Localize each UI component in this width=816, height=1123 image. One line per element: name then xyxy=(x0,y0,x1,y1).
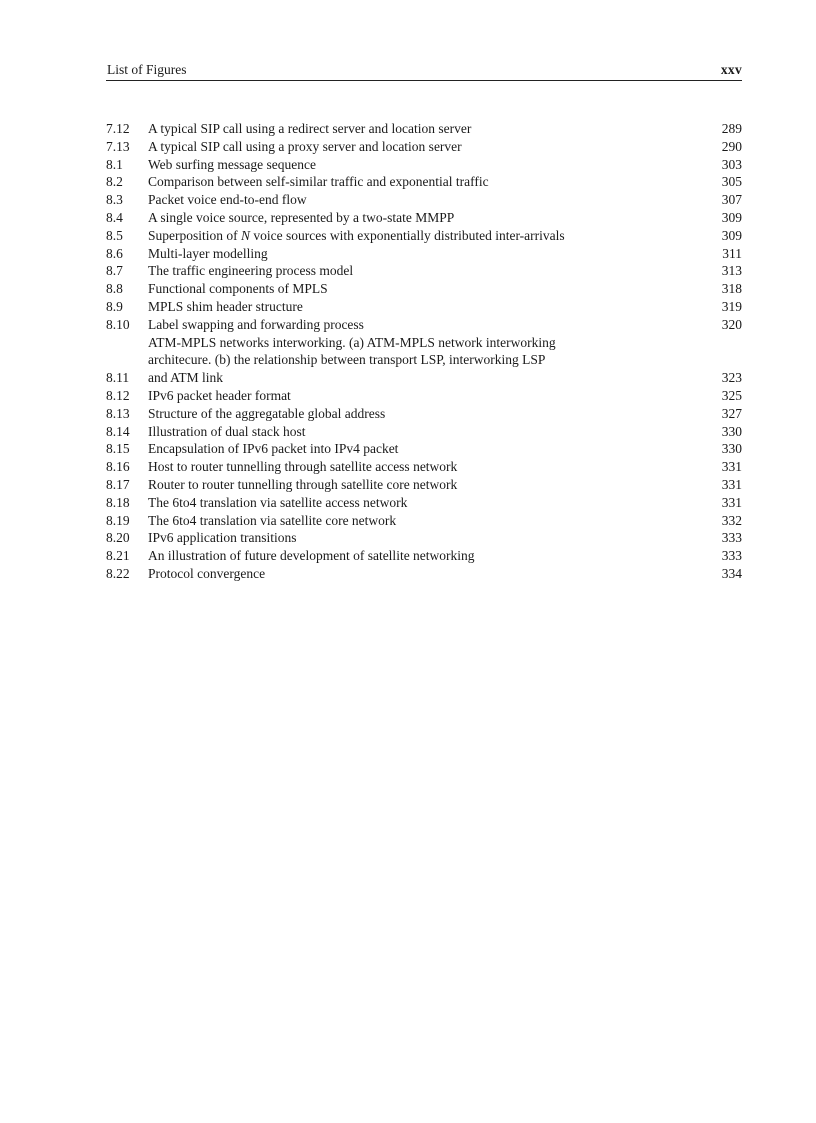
caption-line: The 6to4 translation via satellite core network xyxy=(148,512,397,528)
caption-line: Illustration of dual stack host xyxy=(148,423,306,439)
figure-caption xyxy=(148,209,682,227)
figure-caption xyxy=(148,387,682,405)
figure-number: 8.7 xyxy=(106,263,123,279)
figure-number: 8.9 xyxy=(106,298,123,314)
figure-entry[interactable] xyxy=(106,209,742,227)
figure-caption xyxy=(148,565,682,583)
figure-caption xyxy=(148,476,682,494)
figure-number: 8.8 xyxy=(106,281,123,297)
figure-number: 8.6 xyxy=(106,245,123,261)
figure-entry[interactable] xyxy=(106,423,742,441)
figure-caption xyxy=(148,512,682,530)
figure-entry[interactable] xyxy=(106,387,742,405)
figure-entry[interactable] xyxy=(106,173,742,191)
figure-entry[interactable] xyxy=(106,529,742,547)
caption-line: IPv6 application transitions xyxy=(148,530,297,546)
figure-entry[interactable] xyxy=(106,191,742,209)
figure-page-number: 319 xyxy=(721,298,742,314)
figure-entry[interactable] xyxy=(106,298,742,316)
figure-number: 8.16 xyxy=(106,459,130,475)
figure-number: 8.14 xyxy=(106,423,130,439)
figure-caption xyxy=(148,280,682,298)
figure-caption xyxy=(148,298,682,316)
figure-caption xyxy=(148,334,682,387)
figure-entry[interactable] xyxy=(106,262,742,280)
figure-entry[interactable] xyxy=(106,316,742,334)
figure-page-number: 333 xyxy=(721,548,742,564)
caption-line: Router to router tunnelling through satellite core network xyxy=(148,476,458,492)
figure-entry[interactable] xyxy=(106,120,742,138)
figure-number: 8.12 xyxy=(106,387,130,403)
figure-page-number: 331 xyxy=(721,476,742,492)
figure-caption xyxy=(148,156,682,174)
caption-text: Superposition of xyxy=(148,227,241,243)
figure-number: 8.11 xyxy=(106,370,130,386)
figure-entry[interactable] xyxy=(106,565,742,583)
figure-caption xyxy=(148,458,682,476)
figure-entry[interactable] xyxy=(106,547,742,565)
figure-number: 8.1 xyxy=(106,156,123,172)
figure-number: 8.22 xyxy=(106,565,130,581)
figure-number: 8.3 xyxy=(106,192,123,208)
figure-page-number: 289 xyxy=(721,121,742,136)
caption-line: Multi-layer modelling xyxy=(148,245,268,261)
figure-entry[interactable] xyxy=(106,334,742,387)
figure-caption xyxy=(148,138,682,156)
figure-number: 7.13 xyxy=(106,138,130,154)
figure-caption xyxy=(148,316,682,334)
caption-line: The 6to4 translation via satellite access network xyxy=(148,494,408,510)
figure-entry[interactable] xyxy=(106,138,742,156)
running-head-title: List of Figures xyxy=(107,62,187,77)
caption-italic-variable: N xyxy=(241,227,251,243)
figure-number: 8.10 xyxy=(106,316,130,332)
figure-caption xyxy=(148,494,682,512)
figure-page-number: 313 xyxy=(721,263,742,279)
figure-entry[interactable] xyxy=(106,245,742,263)
caption-line: Label swapping and forwarding process xyxy=(148,316,364,332)
figure-page-number: 323 xyxy=(721,370,742,386)
figure-page-number: 309 xyxy=(721,227,742,243)
figure-number: 8.20 xyxy=(106,530,130,546)
running-head xyxy=(106,60,742,81)
figure-page-number: 334 xyxy=(721,565,742,581)
figure-page-number: 303 xyxy=(721,156,742,172)
figure-page-number: 331 xyxy=(721,494,742,510)
figure-page-number: 311 xyxy=(722,245,742,261)
caption-line: A typical SIP call using a proxy server and location server xyxy=(148,138,462,154)
figure-caption xyxy=(148,405,682,423)
figure-page-number: 307 xyxy=(721,192,742,208)
figure-caption xyxy=(148,423,682,441)
figure-number: 8.18 xyxy=(106,494,130,510)
caption-line: and ATM link xyxy=(148,370,224,386)
figure-page-number: 309 xyxy=(721,209,742,225)
figure-entry[interactable] xyxy=(106,458,742,476)
figure-entry[interactable] xyxy=(106,280,742,298)
figure-entry[interactable] xyxy=(106,405,742,423)
figure-caption xyxy=(148,173,682,191)
figure-page-number: 330 xyxy=(721,441,742,457)
figure-number: 8.4 xyxy=(106,209,123,225)
figure-entry[interactable] xyxy=(106,512,742,530)
caption-line: architecure. (b) the relationship between transport LSP, interworking LSP xyxy=(148,352,546,368)
figure-page-number: 333 xyxy=(721,530,742,546)
figure-caption xyxy=(148,529,682,547)
figure-caption xyxy=(148,547,682,565)
figure-number: 8.15 xyxy=(106,441,130,457)
figure-caption xyxy=(148,440,682,458)
figure-caption xyxy=(148,227,682,245)
figure-entry[interactable] xyxy=(106,494,742,512)
figure-caption xyxy=(148,245,682,263)
caption-line: ATM-MPLS networks interworking. (a) ATM-MPLS network interworking xyxy=(148,334,556,350)
figure-number: 8.19 xyxy=(106,512,130,528)
figure-caption xyxy=(148,120,682,138)
caption-line: Comparison between self-similar traffic and exponential traffic xyxy=(148,174,489,190)
page-number: xxv xyxy=(720,62,742,77)
caption-line: MPLS shim header structure xyxy=(148,298,303,314)
caption-line: Protocol convergence xyxy=(148,565,266,581)
figure-list xyxy=(106,120,742,583)
figure-number: 8.5 xyxy=(106,227,123,243)
figure-caption xyxy=(148,262,682,280)
figure-page-number: 305 xyxy=(721,174,742,190)
figure-page-number: 331 xyxy=(721,459,742,475)
figure-page-number: 320 xyxy=(721,316,742,332)
figure-page-number: 330 xyxy=(721,423,742,439)
caption-text: voice sources with exponentially distributed inter-arrivals xyxy=(250,227,565,243)
caption-line: Packet voice end-to-end flow xyxy=(148,192,307,208)
figure-number: 8.2 xyxy=(106,174,123,190)
caption-line: A single voice source, represented by a two-state MMPP xyxy=(148,209,455,225)
caption-line: IPv6 packet header format xyxy=(148,387,291,403)
figure-page-number: 290 xyxy=(721,138,742,154)
caption-line: Host to router tunnelling through satellite access network xyxy=(148,459,458,475)
figure-page-number: 325 xyxy=(721,387,742,403)
caption-line: Encapsulation of IPv6 packet into IPv4 packet xyxy=(148,441,399,457)
caption-line: An illustration of future development of satellite networking xyxy=(148,548,475,564)
caption-line: The traffic engineering process model xyxy=(148,263,354,279)
figure-number: 7.12 xyxy=(106,121,130,136)
caption-line: A typical SIP call using a redirect server and location server xyxy=(148,121,472,136)
caption-line: Web surfing message sequence xyxy=(148,156,316,172)
figure-caption xyxy=(148,191,682,209)
figure-entry[interactable] xyxy=(106,156,742,174)
figure-number: 8.17 xyxy=(106,476,130,492)
caption-line: Functional components of MPLS xyxy=(148,281,328,297)
figure-number: 8.21 xyxy=(106,548,130,564)
figure-page-number: 327 xyxy=(721,405,742,421)
figure-page-number: 332 xyxy=(721,512,742,528)
caption-line: Structure of the aggregatable global address xyxy=(148,405,386,421)
figure-page-number: 318 xyxy=(721,281,742,297)
figure-number: 8.13 xyxy=(106,405,130,421)
figure-entry[interactable] xyxy=(106,476,742,494)
figure-entry[interactable] xyxy=(106,227,742,245)
figure-entry[interactable] xyxy=(106,440,742,458)
